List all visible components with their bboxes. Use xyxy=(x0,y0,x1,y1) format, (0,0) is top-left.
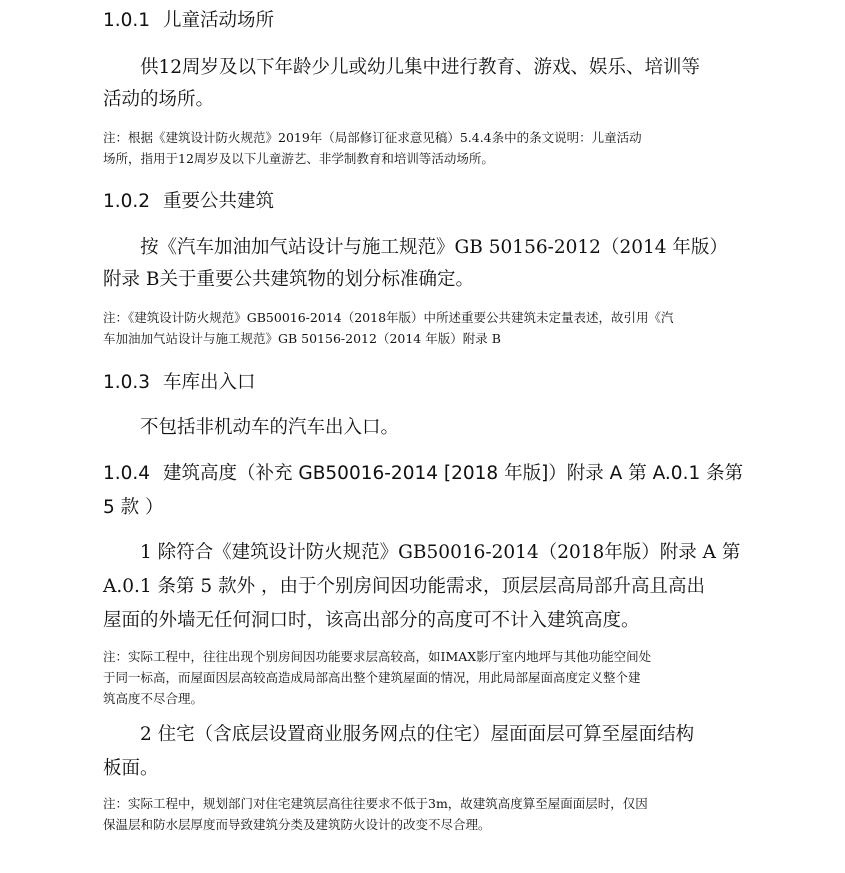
body-line: 2 住宅（含底层设置商业服务网点的住宅）屋面面层可算至屋面结构 xyxy=(140,724,695,745)
section-note xyxy=(103,307,748,349)
body-line: 不包括非机动车的汽车出入口。 xyxy=(140,417,400,438)
clause-item-1 xyxy=(103,536,748,638)
section-number: 1.0.2 xyxy=(103,191,151,212)
note-line: 筑高度不尽合理。 xyxy=(103,691,204,706)
body-line: 按《汽车加油加气站设计与施工规范》GB 50156-2012（2014 年版） xyxy=(140,237,728,258)
body-line: 屋面的外墙无任何洞口时，该高出部分的高度可不计入建筑高度。 xyxy=(103,610,640,631)
section-title: 重要公共建筑 xyxy=(163,191,275,212)
section-number: 1.0.4 xyxy=(103,463,151,484)
note-line: 场所，指用于12周岁及以下儿童游艺、非学制教育和培训等活动场所。 xyxy=(103,151,494,166)
body-line: 板面。 xyxy=(103,758,159,779)
section-title: 车库出入口 xyxy=(163,372,256,393)
section-number: 1.0.3 xyxy=(103,372,151,393)
section-number: 1.0.1 xyxy=(103,10,151,31)
clause-note-1 xyxy=(103,646,748,709)
clause-note-2 xyxy=(103,793,748,835)
body-line: 供12周岁及以下年龄少儿或幼儿集中进行教育、游戏、娱乐、培训等 xyxy=(140,57,701,78)
note-line: 保温层和防水层厚度而导致建筑分类及建筑防火设计的改变不尽合理。 xyxy=(103,817,491,832)
note-line: 注：实际工程中，规划部门对住宅建筑层高往往要求不低于3m，故建筑高度算至屋面面层时，仅因 xyxy=(103,796,648,811)
section-note xyxy=(103,127,748,169)
note-line: 注：《建筑设计防火规范》GB50016-2014（2018年版）中所述重要公共建筑未定量表述，故引用《汽 xyxy=(103,310,674,325)
note-line: 车加油加气站设计与施工规范》GB 50156-2012（2014 年版）附录 B xyxy=(103,331,501,346)
section-title: 建筑高度（补充 GB50016-2014 [2018 年版]）附录 A 第 A.0.1 条第 xyxy=(163,463,744,484)
section-title: 儿童活动场所 xyxy=(163,10,275,31)
section-body xyxy=(103,412,748,444)
body-line: 1 除符合《建筑设计防火规范》GB50016-2014（2018年版）附录 A 第 xyxy=(140,542,741,563)
section-title-cont: 5 款 ） xyxy=(103,497,164,518)
body-line: 活动的场所。 xyxy=(103,89,215,110)
section-body xyxy=(103,232,748,296)
body-line: A.0.1 条第 5 款外 ，由于个别房间因功能需求，顶层层高局部升高且高出 xyxy=(103,576,705,597)
section-heading-1-0-2 xyxy=(103,187,753,217)
clause-item-2 xyxy=(103,718,748,786)
note-line: 于同一标高，而屋面因层高较高造成局部高出整个建筑屋面的情况，用此局部屋面高度定义整个建 xyxy=(103,670,641,685)
section-heading-1-0-4 xyxy=(103,457,753,525)
section-body xyxy=(103,52,748,116)
section-heading-1-0-3 xyxy=(103,368,753,398)
note-line: 注：根据《建筑设计防火规范》2019年（局部修订征求意见稿）5.4.4条中的条文说明：儿童活动 xyxy=(103,130,642,145)
note-line: 注：实际工程中，往往出现个别房间因功能要求层高较高，如IMAX影厅室内地坪与其他功能空间处 xyxy=(103,649,652,664)
body-line: 附录 B关于重要公共建筑物的划分标准确定。 xyxy=(103,269,474,290)
section-heading-1-0-1 xyxy=(103,6,753,36)
